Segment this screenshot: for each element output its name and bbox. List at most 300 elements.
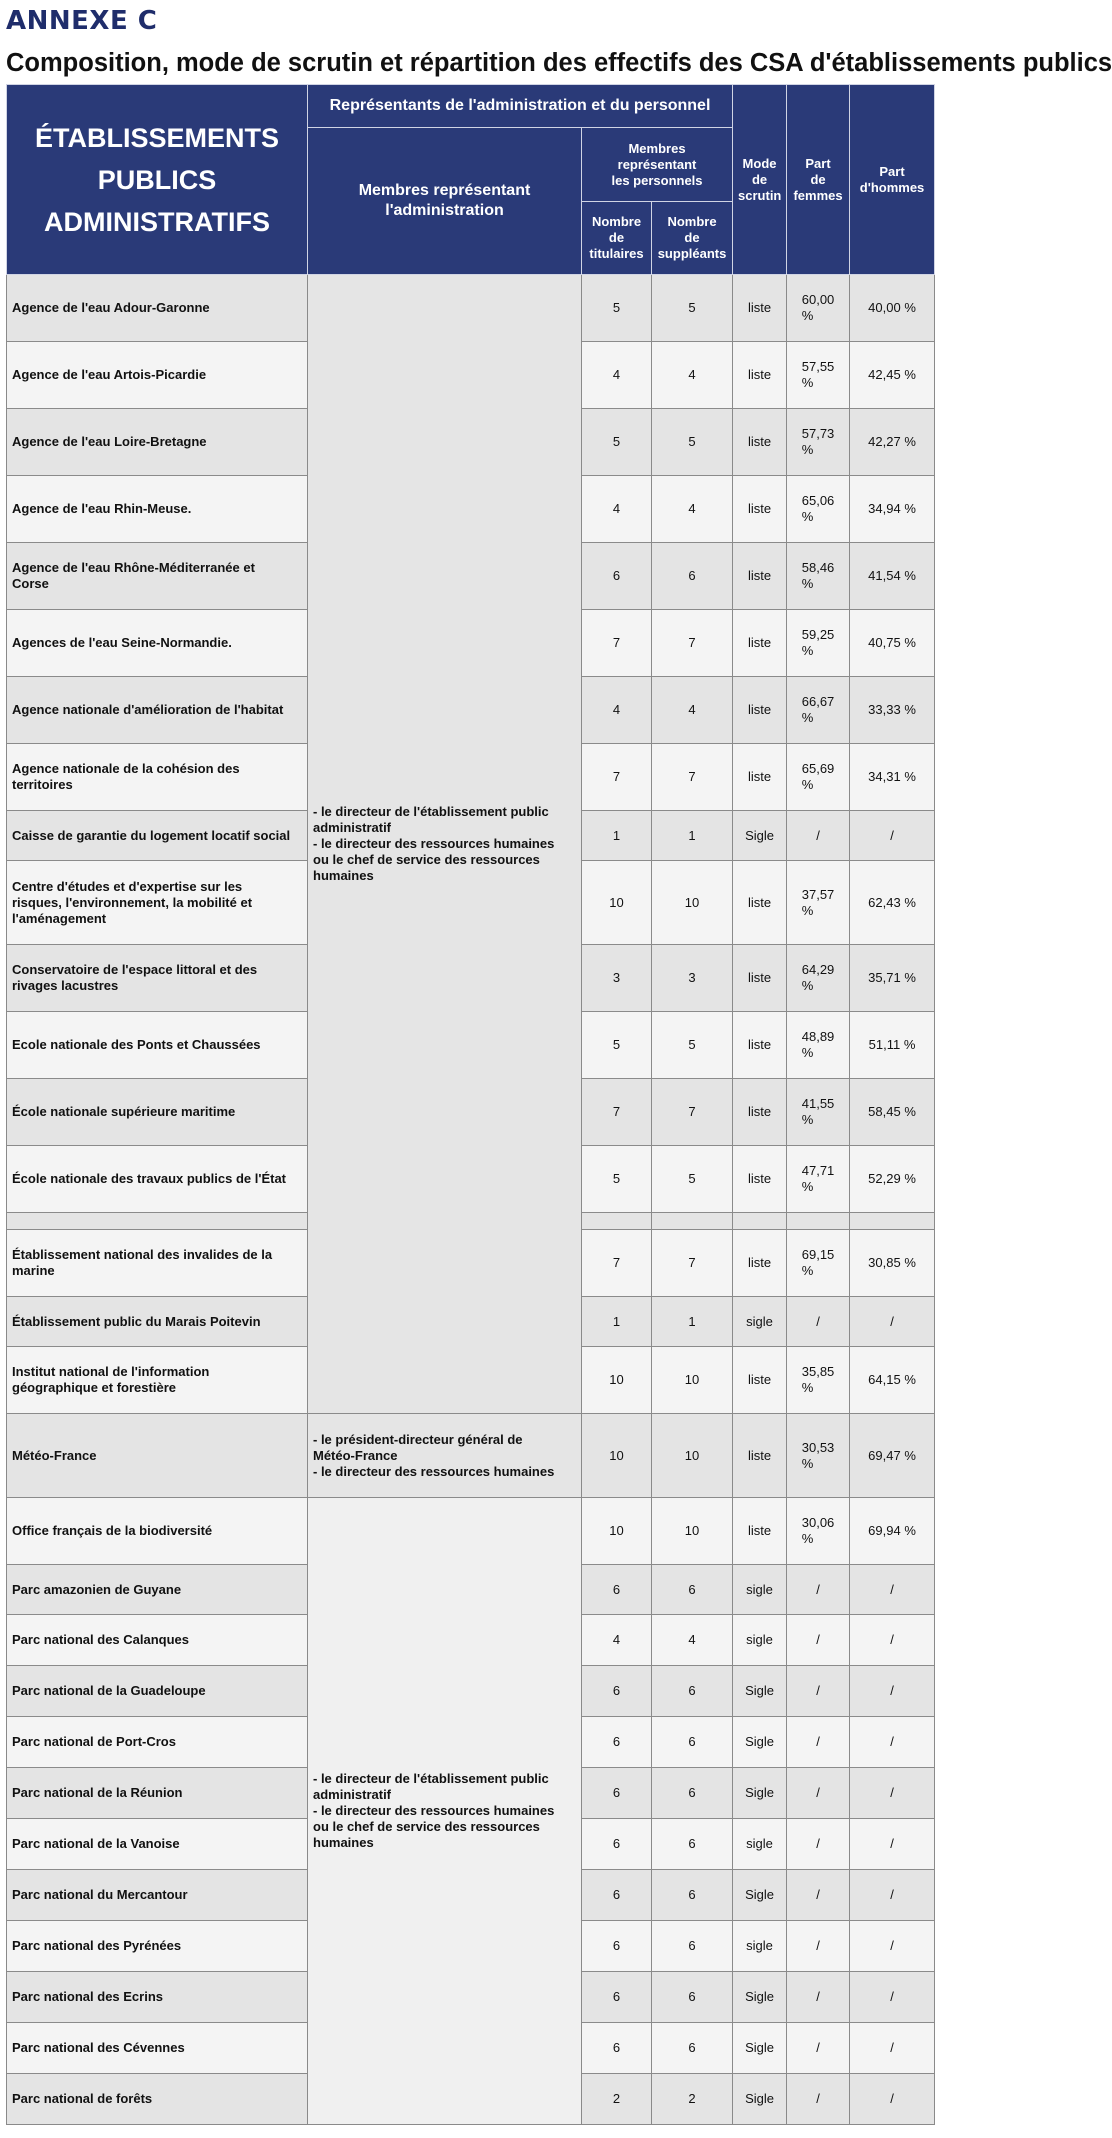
representatives-header: Représentants de l'administration et du personnel xyxy=(308,85,733,128)
women-share-cell xyxy=(787,1717,850,1768)
titulaires-cell: 5 xyxy=(582,1146,652,1213)
women-share-cell xyxy=(787,677,850,744)
women-share-cell xyxy=(787,1870,850,1921)
staff-members-header-line: représentant xyxy=(617,156,697,172)
titulaires-cell: 6 xyxy=(582,1819,652,1870)
admin-member-line: ou le chef de service des ressources xyxy=(313,852,540,867)
women-share-line: / xyxy=(816,2091,820,2106)
establishment-name-line: Ecole nationale des Ponts et Chaussées xyxy=(12,1037,261,1052)
women-share-value xyxy=(816,1989,820,2005)
women-share-line: / xyxy=(816,1683,820,1698)
men-share-cell: 69,47 % xyxy=(850,1414,935,1498)
suppleants-cell: 6 xyxy=(652,1819,733,1870)
women-share-value xyxy=(802,1515,835,1547)
men-share-cell: 40,75 % xyxy=(850,610,935,677)
men-share-cell: 58,45 % xyxy=(850,1079,935,1146)
establishment-name-line: Parc national des Calanques xyxy=(12,1632,190,1647)
women-share-line: % xyxy=(801,308,814,323)
suppleants-cell: 6 xyxy=(652,1921,733,1972)
women-share-value xyxy=(816,1938,820,1954)
titulaires-cell: 5 xyxy=(582,275,652,342)
titulaires-cell: 4 xyxy=(582,1615,652,1666)
men-share-cell: / xyxy=(850,1666,935,1717)
table-header xyxy=(7,85,935,275)
establishment-name-line: géographique et forestière xyxy=(12,1380,176,1395)
women-share-value xyxy=(816,828,820,844)
establishment-name xyxy=(7,1213,308,1230)
women-share-value xyxy=(802,359,835,391)
women-share-line: 48,89 xyxy=(801,1029,835,1044)
women-share-cell xyxy=(787,1213,850,1230)
suppleants-cell: 10 xyxy=(652,1347,733,1414)
admin-member-line: administratif xyxy=(313,1787,392,1802)
establishment-name xyxy=(7,543,308,610)
mode-cell: liste xyxy=(733,1012,787,1079)
women-share-line: 65,06 xyxy=(801,493,835,508)
men-share-cell: / xyxy=(850,1972,935,2023)
establishment-name-line: Parc national du Mercantour xyxy=(12,1887,188,1902)
establishment-name xyxy=(7,1768,308,1819)
table-row xyxy=(7,1498,935,1565)
establishment-name-line: Établissement national des invalides de la xyxy=(12,1247,273,1262)
staff-members-header-line: Membres xyxy=(628,140,686,156)
women-share-value xyxy=(816,1683,820,1699)
establishment-name-line: Corse xyxy=(12,576,49,591)
women-share-line: % xyxy=(801,375,814,390)
mode-header-line: scrutin xyxy=(738,187,782,203)
mode-cell: Sigle xyxy=(733,811,787,861)
mode-cell: liste xyxy=(733,1230,787,1297)
titulaires-cell: 10 xyxy=(582,1498,652,1565)
establishment-name-line: Conservatoire de l'espace littoral et des xyxy=(12,962,258,977)
women-share-line: 30,06 xyxy=(801,1515,835,1530)
women-share-cell xyxy=(787,2023,850,2074)
titulaires-header-line: Nombre xyxy=(591,214,642,229)
women-share-value xyxy=(802,962,835,994)
women-share-line: 58,46 xyxy=(801,560,835,575)
establishment-name xyxy=(7,275,308,342)
mode-cell: liste xyxy=(733,677,787,744)
establishment-name-line: Agence de l'eau Loire-Bretagne xyxy=(12,434,207,449)
titulaires-cell: 6 xyxy=(582,543,652,610)
women-share-cell xyxy=(787,1666,850,1717)
women-share-line: / xyxy=(816,1734,820,1749)
women-share-line: 41,55 xyxy=(801,1096,835,1111)
establishment-name xyxy=(7,861,308,945)
men-header-line: Part xyxy=(879,163,905,179)
suppleants-cell: 7 xyxy=(652,1079,733,1146)
women-share-line: % xyxy=(801,1179,814,1194)
women-share-value xyxy=(802,761,835,793)
establishment-name-line: Parc national des Cévennes xyxy=(12,2040,185,2055)
women-share-cell xyxy=(787,861,850,945)
page-title: Composition, mode de scrutin et répartition des effectifs des CSA d'établissements publics xyxy=(6,49,1112,77)
titulaires-cell: 5 xyxy=(582,409,652,476)
women-share-line: 35,85 xyxy=(801,1364,835,1379)
mode-header-line: de xyxy=(751,171,768,187)
admin-members-header-line: l'administration xyxy=(385,202,504,219)
women-share-value xyxy=(802,1163,835,1195)
mode-cell: liste xyxy=(733,1347,787,1414)
mode-cell: sigle xyxy=(733,1819,787,1870)
women-share-cell xyxy=(787,744,850,811)
establishment-name-line: Établissement public du Marais Poitevin xyxy=(12,1313,261,1329)
establishment-name-line: territoires xyxy=(12,777,73,792)
establishments-header-line: ADMINISTRATIFS xyxy=(44,206,270,237)
suppleants-cell: 6 xyxy=(652,1565,733,1615)
women-share-line: / xyxy=(816,1313,820,1329)
admin-member-line: - le directeur des ressources humaines xyxy=(313,836,555,851)
establishment-name xyxy=(7,1972,308,2023)
men-share-cell: / xyxy=(850,1565,935,1615)
titulaires-cell: 6 xyxy=(582,1870,652,1921)
men-share-cell: 64,15 % xyxy=(850,1347,935,1414)
mode-cell: Sigle xyxy=(733,1666,787,1717)
titulaires-cell: 6 xyxy=(582,2023,652,2074)
women-share-cell xyxy=(787,543,850,610)
women-share-value xyxy=(802,1029,835,1061)
establishment-name xyxy=(7,677,308,744)
establishment-name xyxy=(7,945,308,1012)
men-share-cell: 30,85 % xyxy=(850,1230,935,1297)
suppleants-cell: 6 xyxy=(652,1666,733,1717)
women-share-value xyxy=(802,560,835,592)
mode-cell: liste xyxy=(733,1079,787,1146)
establishment-name xyxy=(7,744,308,811)
men-share-cell: 69,94 % xyxy=(850,1498,935,1565)
mode-cell: sigle xyxy=(733,1297,787,1347)
women-share-line: % xyxy=(801,902,814,918)
men-share-cell: / xyxy=(850,2074,935,2125)
women-share-line: / xyxy=(816,2040,820,2055)
establishment-name-line: Agence de l'eau Adour-Garonne xyxy=(12,300,210,315)
titulaires-cell: 6 xyxy=(582,1768,652,1819)
admin-member-line: humaines xyxy=(313,868,374,883)
establishment-name-line: Agence de l'eau Artois-Picardie xyxy=(12,367,207,382)
establishment-name-line: Parc amazonien de Guyane xyxy=(12,1581,182,1597)
women-share-line: % xyxy=(801,1531,814,1546)
staff-members-header-line: les personnels xyxy=(611,172,703,188)
women-share-cell xyxy=(787,2074,850,2125)
establishment-name-line: Agence nationale de la cohésion des xyxy=(12,761,240,776)
men-share-cell: / xyxy=(850,1870,935,1921)
suppleants-cell: 10 xyxy=(652,1498,733,1565)
titulaires-header-line: titulaires xyxy=(589,246,644,261)
establishment-name xyxy=(7,1079,308,1146)
women-share-line: / xyxy=(816,1989,820,2004)
men-share-cell: / xyxy=(850,811,935,861)
establishment-name xyxy=(7,1498,308,1565)
women-share-cell xyxy=(787,1079,850,1146)
establishment-name-line: Office français de la biodiversité xyxy=(12,1523,213,1538)
women-share-line: / xyxy=(816,1785,820,1800)
mode-cell: sigle xyxy=(733,1615,787,1666)
establishment-name xyxy=(7,1565,308,1615)
women-share-value xyxy=(816,1785,820,1801)
admin-member-line: administratif xyxy=(313,820,392,835)
establishment-name xyxy=(7,342,308,409)
establishment-name-line: Caisse de garantie du logement locatif social xyxy=(12,827,291,843)
women-header xyxy=(787,85,850,275)
women-share-line: % xyxy=(801,1455,814,1471)
women-share-value xyxy=(816,1582,820,1598)
mode-cell: liste xyxy=(733,1498,787,1565)
mode-cell: Sigle xyxy=(733,1717,787,1768)
mode-cell: liste xyxy=(733,945,787,1012)
titulaires-cell: 3 xyxy=(582,945,652,1012)
men-share-cell: / xyxy=(850,1297,935,1347)
titulaires-cell: 10 xyxy=(582,1414,652,1498)
admin-member-line: - le président-directeur général de xyxy=(313,1431,523,1447)
women-share-cell xyxy=(787,1414,850,1498)
titulaires-cell: 4 xyxy=(582,677,652,744)
women-share-line: % xyxy=(801,442,814,457)
men-share-cell: 40,00 % xyxy=(850,275,935,342)
suppleants-cell: 6 xyxy=(652,1972,733,2023)
titulaires-header xyxy=(582,202,652,275)
women-share-cell xyxy=(787,1768,850,1819)
table-row xyxy=(7,1414,935,1498)
establishment-name-line: Parc national de la Vanoise xyxy=(12,1836,180,1851)
suppleants-cell: 4 xyxy=(652,342,733,409)
women-share-cell xyxy=(787,275,850,342)
titulaires-cell xyxy=(582,1213,652,1230)
admin-member-line: - le directeur des ressources humaines xyxy=(313,1463,555,1479)
suppleants-cell: 6 xyxy=(652,1870,733,1921)
women-share-value xyxy=(802,1440,835,1472)
women-share-cell xyxy=(787,1230,850,1297)
women-share-line: 65,69 xyxy=(801,761,835,776)
women-share-line: % xyxy=(801,1380,814,1395)
mode-cell: Sigle xyxy=(733,1768,787,1819)
establishment-name-line: Parc national de Port-Cros xyxy=(12,1734,176,1749)
titulaires-cell: 6 xyxy=(582,1921,652,1972)
suppleants-cell: 7 xyxy=(652,744,733,811)
women-share-value xyxy=(816,2040,820,2056)
suppleants-header-line: de xyxy=(684,230,700,245)
women-share-cell xyxy=(787,1819,850,1870)
suppleants-cell: 5 xyxy=(652,1146,733,1213)
suppleants-cell: 3 xyxy=(652,945,733,1012)
women-share-value xyxy=(816,2091,820,2107)
suppleants-cell xyxy=(652,1213,733,1230)
women-header-line: de xyxy=(810,171,826,187)
titulaires-cell: 7 xyxy=(582,1079,652,1146)
mode-cell: Sigle xyxy=(733,1870,787,1921)
suppleants-cell: 4 xyxy=(652,677,733,744)
women-share-cell xyxy=(787,1297,850,1347)
titulaires-cell: 7 xyxy=(582,1230,652,1297)
suppleants-cell: 7 xyxy=(652,1230,733,1297)
titulaires-cell: 2 xyxy=(582,2074,652,2125)
suppleants-cell: 10 xyxy=(652,1414,733,1498)
titulaires-cell: 5 xyxy=(582,1012,652,1079)
men-header xyxy=(850,85,935,275)
women-share-line: 47,71 xyxy=(801,1163,835,1178)
women-share-line: / xyxy=(816,1632,820,1647)
mode-cell: Sigle xyxy=(733,1972,787,2023)
men-share-cell: 51,11 % xyxy=(850,1012,935,1079)
mode-cell: liste xyxy=(733,1146,787,1213)
admin-member-line: - le directeur de l'établissement public xyxy=(313,1771,549,1786)
men-share-cell xyxy=(850,1213,935,1230)
suppleants-cell: 1 xyxy=(652,1297,733,1347)
establishment-name xyxy=(7,1819,308,1870)
women-share-cell xyxy=(787,476,850,543)
titulaires-cell: 1 xyxy=(582,811,652,861)
women-header-line: Part xyxy=(805,155,831,171)
titulaires-cell: 6 xyxy=(582,1717,652,1768)
establishment-name-line: Centre d'études et d'expertise sur les xyxy=(12,878,243,894)
establishment-name-line: risques, l'environnement, la mobilité et xyxy=(12,894,253,910)
admin-member-line: Météo-France xyxy=(313,1447,398,1463)
men-share-cell: / xyxy=(850,1819,935,1870)
women-share-cell xyxy=(787,811,850,861)
establishment-name-line: Parc national de la Guadeloupe xyxy=(12,1683,206,1698)
women-share-value xyxy=(802,292,835,324)
annex-label: ANNEXE C xyxy=(6,6,158,36)
mode-cell: liste xyxy=(733,861,787,945)
staff-members-header xyxy=(582,128,733,202)
suppleants-cell: 6 xyxy=(652,543,733,610)
establishment-name xyxy=(7,1146,308,1213)
establishment-name-line: Agence de l'eau Rhin-Meuse. xyxy=(12,501,192,516)
suppleants-cell: 5 xyxy=(652,275,733,342)
women-share-line: % xyxy=(801,777,814,792)
suppleants-cell: 6 xyxy=(652,2023,733,2074)
mode-cell: liste xyxy=(733,275,787,342)
mode-cell: liste xyxy=(733,610,787,677)
women-share-cell xyxy=(787,1565,850,1615)
establishment-name-line: École nationale des travaux publics de l'État xyxy=(12,1171,287,1186)
mode-cell: liste xyxy=(733,342,787,409)
admin-member-line: humaines xyxy=(313,1835,374,1850)
admin-members-cell xyxy=(308,275,582,1414)
women-share-line: % xyxy=(801,1045,814,1060)
suppleants-header-line: Nombre xyxy=(667,214,717,229)
titulaires-cell: 4 xyxy=(582,476,652,543)
titulaires-cell: 6 xyxy=(582,1565,652,1615)
women-share-value xyxy=(802,1364,835,1396)
establishments-header xyxy=(7,85,308,275)
titulaires-cell: 7 xyxy=(582,744,652,811)
women-share-line: % xyxy=(801,710,814,725)
admin-member-line: - le directeur de l'établissement public xyxy=(313,804,549,819)
women-share-value xyxy=(802,627,835,659)
establishment-name xyxy=(7,1870,308,1921)
establishment-name-line: Agence nationale d'amélioration de l'habitat xyxy=(12,702,284,717)
men-share-cell: / xyxy=(850,1717,935,1768)
establishment-name-line: marine xyxy=(12,1263,55,1278)
mode-cell: liste xyxy=(733,1414,787,1498)
suppleants-cell: 2 xyxy=(652,2074,733,2125)
establishment-name xyxy=(7,610,308,677)
establishment-name xyxy=(7,1012,308,1079)
suppleants-cell: 6 xyxy=(652,1768,733,1819)
women-share-line: 69,15 xyxy=(801,1247,835,1262)
establishments-header-line: ÉTABLISSEMENTS xyxy=(34,122,279,153)
establishment-name-line: l'aménagement xyxy=(12,910,107,926)
suppleants-cell: 1 xyxy=(652,811,733,861)
titulaires-cell: 10 xyxy=(582,861,652,945)
women-share-line: 66,67 xyxy=(801,694,835,709)
admin-members-header xyxy=(308,128,582,275)
women-share-value xyxy=(816,1836,820,1852)
women-share-line: 37,57 xyxy=(801,886,835,902)
establishment-name-line: Parc national des Pyrénées xyxy=(12,1938,182,1953)
men-share-cell: 62,43 % xyxy=(850,861,935,945)
admin-members-header-line: Membres représentant xyxy=(358,182,531,199)
suppleants-cell: 5 xyxy=(652,1012,733,1079)
men-header-line: d'hommes xyxy=(859,179,925,195)
men-share-cell: / xyxy=(850,2023,935,2074)
suppleants-cell: 10 xyxy=(652,861,733,945)
suppleants-cell: 4 xyxy=(652,476,733,543)
mode-cell: liste xyxy=(733,409,787,476)
establishment-name xyxy=(7,1297,308,1347)
women-share-line: 59,25 xyxy=(801,627,835,642)
men-share-cell: 33,33 % xyxy=(850,677,935,744)
table-row xyxy=(7,275,935,342)
men-share-cell: 34,94 % xyxy=(850,476,935,543)
women-header-line: femmes xyxy=(793,187,843,203)
women-share-line: % xyxy=(801,978,814,993)
mode-cell: Sigle xyxy=(733,2074,787,2125)
women-share-cell xyxy=(787,1347,850,1414)
titulaires-cell: 6 xyxy=(582,1972,652,2023)
titulaires-cell: 7 xyxy=(582,610,652,677)
men-share-cell: 35,71 % xyxy=(850,945,935,1012)
women-share-cell xyxy=(787,945,850,1012)
men-share-cell: 42,45 % xyxy=(850,342,935,409)
admin-member-line: - le directeur des ressources humaines xyxy=(313,1803,555,1818)
titulaires-cell: 6 xyxy=(582,1666,652,1717)
women-share-value xyxy=(802,493,835,525)
establishment-name-line: Parc national des Ecrins xyxy=(12,1989,164,2004)
suppleants-cell: 5 xyxy=(652,409,733,476)
women-share-line: 30,53 xyxy=(801,1439,835,1455)
establishment-name xyxy=(7,1230,308,1297)
women-share-value xyxy=(816,1632,820,1648)
women-share-value xyxy=(802,694,835,726)
mode-cell: Sigle xyxy=(733,2023,787,2074)
women-share-line: / xyxy=(816,1836,820,1851)
establishment-name xyxy=(7,1347,308,1414)
mode-header xyxy=(733,85,787,275)
establishment-name-line: Agences de l'eau Seine-Normandie. xyxy=(12,635,232,650)
mode-cell: sigle xyxy=(733,1565,787,1615)
women-share-cell xyxy=(787,1972,850,2023)
establishment-name-line: Parc national de forêts xyxy=(12,2091,153,2106)
titulaires-header-line: de xyxy=(608,230,625,245)
women-share-cell xyxy=(787,1921,850,1972)
establishment-name xyxy=(7,2023,308,2074)
women-share-cell xyxy=(787,1012,850,1079)
women-share-line: / xyxy=(816,1887,820,1902)
women-share-value xyxy=(816,1314,820,1330)
establishment-name xyxy=(7,1921,308,1972)
csa-table xyxy=(6,84,935,2125)
establishment-name-line: Météo-France xyxy=(12,1447,97,1463)
admin-members-cell xyxy=(308,1498,582,2125)
women-share-line: 60,00 xyxy=(801,292,835,307)
suppleants-cell: 4 xyxy=(652,1615,733,1666)
women-share-cell xyxy=(787,342,850,409)
women-share-cell xyxy=(787,610,850,677)
establishment-name-line: Institut national de l'information xyxy=(12,1364,210,1379)
women-share-cell xyxy=(787,1615,850,1666)
women-share-value xyxy=(802,1096,835,1128)
